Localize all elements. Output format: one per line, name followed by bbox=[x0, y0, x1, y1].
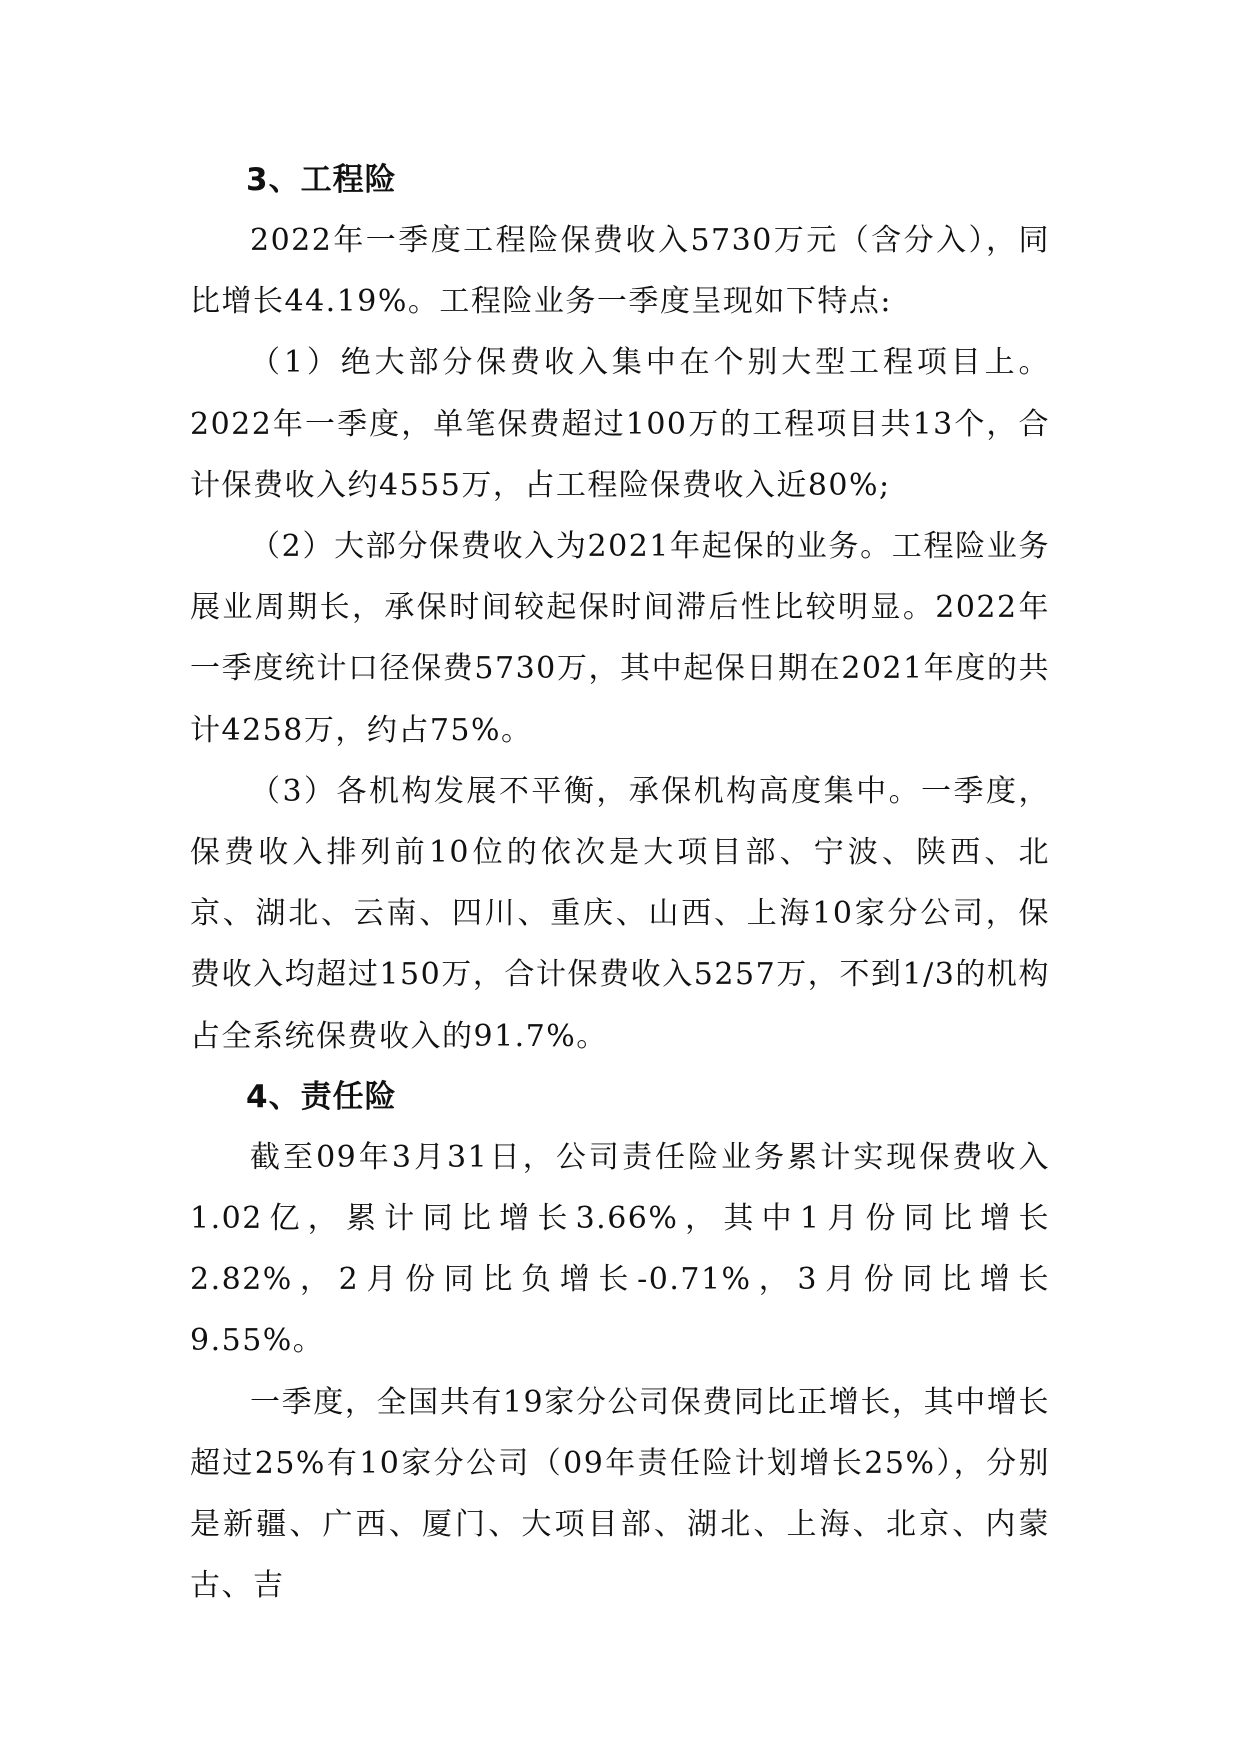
section-heading-engineering-insurance: 3、工程险 bbox=[246, 162, 397, 198]
document-body bbox=[190, 150, 1050, 1616]
paragraph: （2）大部分保费收入为2021年起保的业务。工程险业务展业周期长，承保时间较起保时间滞后性比较明显。2022年一季度统计口径保费5730万，其中起保日期在2021年度的共计4258万，约占75%。 bbox=[190, 529, 1050, 748]
paragraph: 一季度，全国共有19家分公司保费同比正增长，其中增长超过25%有10家分公司（09年责任险计划增长25%），分别是新疆、广西、厦门、大项目部、湖北、上海、北京、内蒙古、吉 bbox=[190, 1384, 1050, 1604]
section-heading-liability-insurance: 4、责任险 bbox=[246, 1078, 397, 1115]
paragraph: （3）各机构发展不平衡，承保机构高度集中。一季度，保费收入排列前10位的依次是大项目部、宁波、陕西、北京、湖北、云南、四川、重庆、山西、上海10家分公司，保费收入均超过150万，合计保费收入5257万，不到1/3的机构占全系统保费收入的91.7%。 bbox=[190, 773, 1050, 1054]
paragraph: 2022年一季度工程险保费收入5730万元（含分入），同比增长44.19%。工程险业务一季度呈现如下特点: bbox=[190, 223, 1050, 320]
paragraph: 截至09年3月31日，公司责任险业务累计实现保费收入1.02亿，累计同比增长3.66%，其中1月份同比增长2.82%，2月份同比负增长-0.71%，3月份同比增长9.55%。 bbox=[190, 1139, 1050, 1359]
paragraph: （1）绝大部分保费收入集中在个别大型工程项目上。2022年一季度，单笔保费超过100万的工程项目共13个，合计保费收入约4555万，占工程险保费收入近80%; bbox=[190, 345, 1050, 503]
